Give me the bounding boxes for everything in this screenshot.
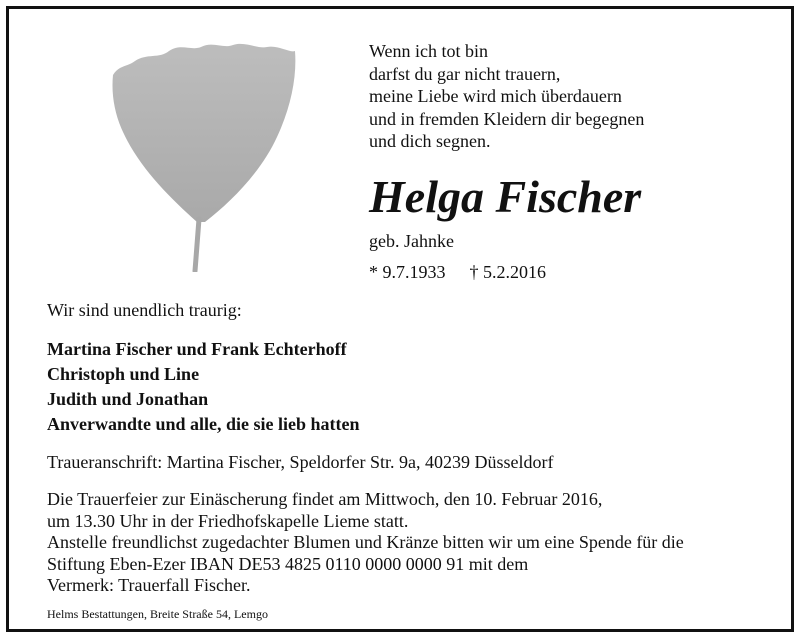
life-dates: [369, 262, 546, 283]
poem-line: darfst du gar nicht trauern,: [369, 63, 561, 84]
mourner-line: Martina Fischer und Frank Echterhoff: [47, 339, 347, 359]
undertaker-footer: Helms Bestattungen, Breite Straße 54, Lemgo: [47, 607, 268, 621]
deceased-name: Helga Fischer: [369, 171, 642, 222]
birth-date: * 9.7.1933: [369, 262, 446, 282]
ceremony-line: Anstelle freundlichst zugedachter Blumen und Kränze bitten wir um eine Spende für die: [47, 532, 684, 552]
obituary-card: [6, 6, 794, 632]
ceremony-line: Vermerk: Trauerfall Fischer.: [47, 575, 251, 595]
mourning-address: Traueranschrift: Martina Fischer, Speldorfer Str. 9a, 40239 Düsseldorf: [47, 452, 554, 472]
mourner-line: Christoph und Line: [47, 364, 200, 384]
ginkgo-leaf-icon: [109, 37, 299, 272]
maiden-name: geb. Jahnke: [369, 231, 454, 251]
death-date: † 5.2.2016: [469, 262, 546, 282]
ceremony-info: [47, 489, 684, 597]
ceremony-line: Stiftung Eben-Ezer IBAN DE53 4825 0110 0000 0000 91 mit dem: [47, 553, 529, 574]
poem-line: meine Liebe wird mich überdauern: [369, 86, 622, 106]
ceremony-line: um 13.30 Uhr in der Friedhofskapelle Lieme statt.: [47, 510, 409, 531]
mourner-line: Anverwandte und alle, die sie lieb hatten: [47, 414, 360, 434]
poem-line: Wenn ich tot bin: [369, 41, 489, 61]
poem-line: und dich segnen.: [369, 131, 491, 151]
mourners-intro: Wir sind unendlich traurig:: [47, 300, 242, 320]
mourner-line: Judith und Jonathan: [47, 389, 209, 409]
mourners-list: [47, 337, 360, 437]
poem: [369, 40, 644, 153]
ceremony-line: Die Trauerfeier zur Einäscherung findet am Mittwoch, den 10. Februar 2016,: [47, 489, 603, 509]
poem-line: und in fremden Kleidern dir begegnen: [369, 108, 645, 129]
